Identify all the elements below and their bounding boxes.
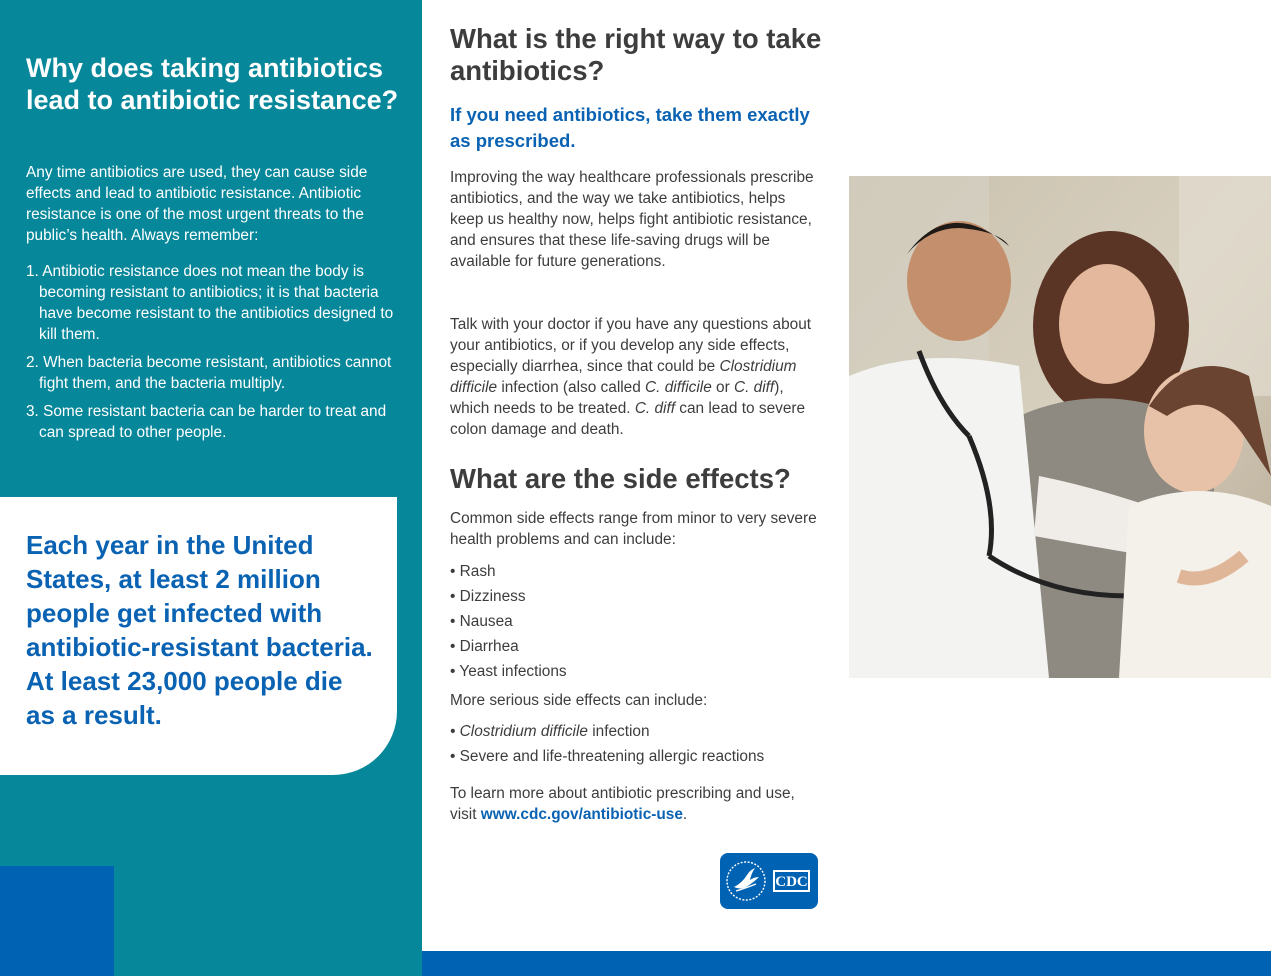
text: can lead to severe colon damage and death. — [450, 400, 806, 438]
list-item: 2. When bacteria become resistant, antibiotics cannot fight them, and the bacteria multiply. — [26, 354, 392, 392]
italic-text: Clostridium difficile — [450, 358, 797, 396]
text: ), which needs to be treated. — [450, 379, 784, 417]
hhs-cdc-logo-icon — [720, 853, 818, 909]
decorative-square — [0, 866, 114, 976]
common-side-effects-list — [450, 559, 820, 684]
cdc-link[interactable]: www.cdc.gov/antibiotic-use — [480, 806, 683, 823]
list-item: • Yeast infections — [450, 663, 567, 680]
text: Talk with your doctor if you have any questions about your antibiotics, or if you develop any side effects, especially diarrhea, since that could be — [450, 316, 812, 375]
list-item: 3. Some resistant bacteria can be harder to treat and can spread to other people. — [26, 403, 387, 441]
paragraph-cdiff — [450, 314, 820, 440]
italic-text: C. diff — [634, 400, 676, 417]
text: To learn more about antibiotic prescribing and use, visit — [450, 785, 795, 823]
italic-text: • Clostridium difficile — [450, 723, 588, 740]
subheading: If you need antibiotics, take them exactly as prescribed. — [450, 104, 810, 151]
left-title: Why does taking antibiotics lead to antibiotic resistance? — [26, 53, 399, 115]
cdc-logo-text: CDC — [775, 874, 808, 890]
left-intro: Any time antibiotics are used, they can cause side effects and lead to antibiotic resistance. Antibiotic resistance is one of the most urgent threats to the public’s health. Always remember: — [26, 164, 368, 244]
paragraph: Common side effects range from minor to very severe health problems and can include: — [450, 510, 817, 548]
list-item: • Nausea — [450, 613, 513, 630]
text: . — [682, 806, 688, 823]
list-item — [450, 719, 820, 744]
list-item: • Dizziness — [450, 588, 526, 605]
text: infection — [587, 723, 650, 740]
doctor-patient-photo — [849, 176, 1271, 678]
list-item: • Rash — [450, 563, 496, 580]
photo-illustration — [849, 176, 1271, 678]
italic-text: C. difficile — [645, 379, 712, 396]
left-panel — [0, 0, 422, 976]
learn-more — [450, 783, 820, 825]
italic-text: C. diff — [734, 379, 775, 396]
footer-bar — [422, 951, 1271, 976]
cdc-logo — [720, 853, 818, 909]
stat-text: Each year in the United States, at least 2 million people get infected with antibiotic-resistant bacteria. At least 23,000 people die as a result. — [26, 530, 373, 730]
text: or — [711, 379, 735, 396]
list-item: 1. Antibiotic resistance does not mean the body is becoming resistant to antibiotics; it is that bacteria have become resistant to the antibiotics designed to kill them. — [26, 263, 394, 343]
paragraph: Improving the way healthcare professionals prescribe antibiotics, and the way we take antibiotics, helps keep us healthy now, helps fight antibiotic resistance, and ensures that these life-saving drugs will be available for future generations. — [450, 169, 814, 270]
list-item: • Severe and life-threatening allergic reactions — [450, 748, 765, 765]
serious-side-effects-list — [450, 719, 820, 769]
paragraph: More serious side effects can include: — [450, 692, 708, 709]
stat-callout — [0, 497, 397, 775]
list-item: • Diarrhea — [450, 638, 519, 655]
resistance-list — [26, 261, 398, 450]
section-title-side-effects: What are the side effects? — [450, 463, 791, 494]
text: infection (also called — [497, 379, 646, 396]
section-title-right-way: What is the right way to take antibiotics? — [450, 23, 822, 86]
